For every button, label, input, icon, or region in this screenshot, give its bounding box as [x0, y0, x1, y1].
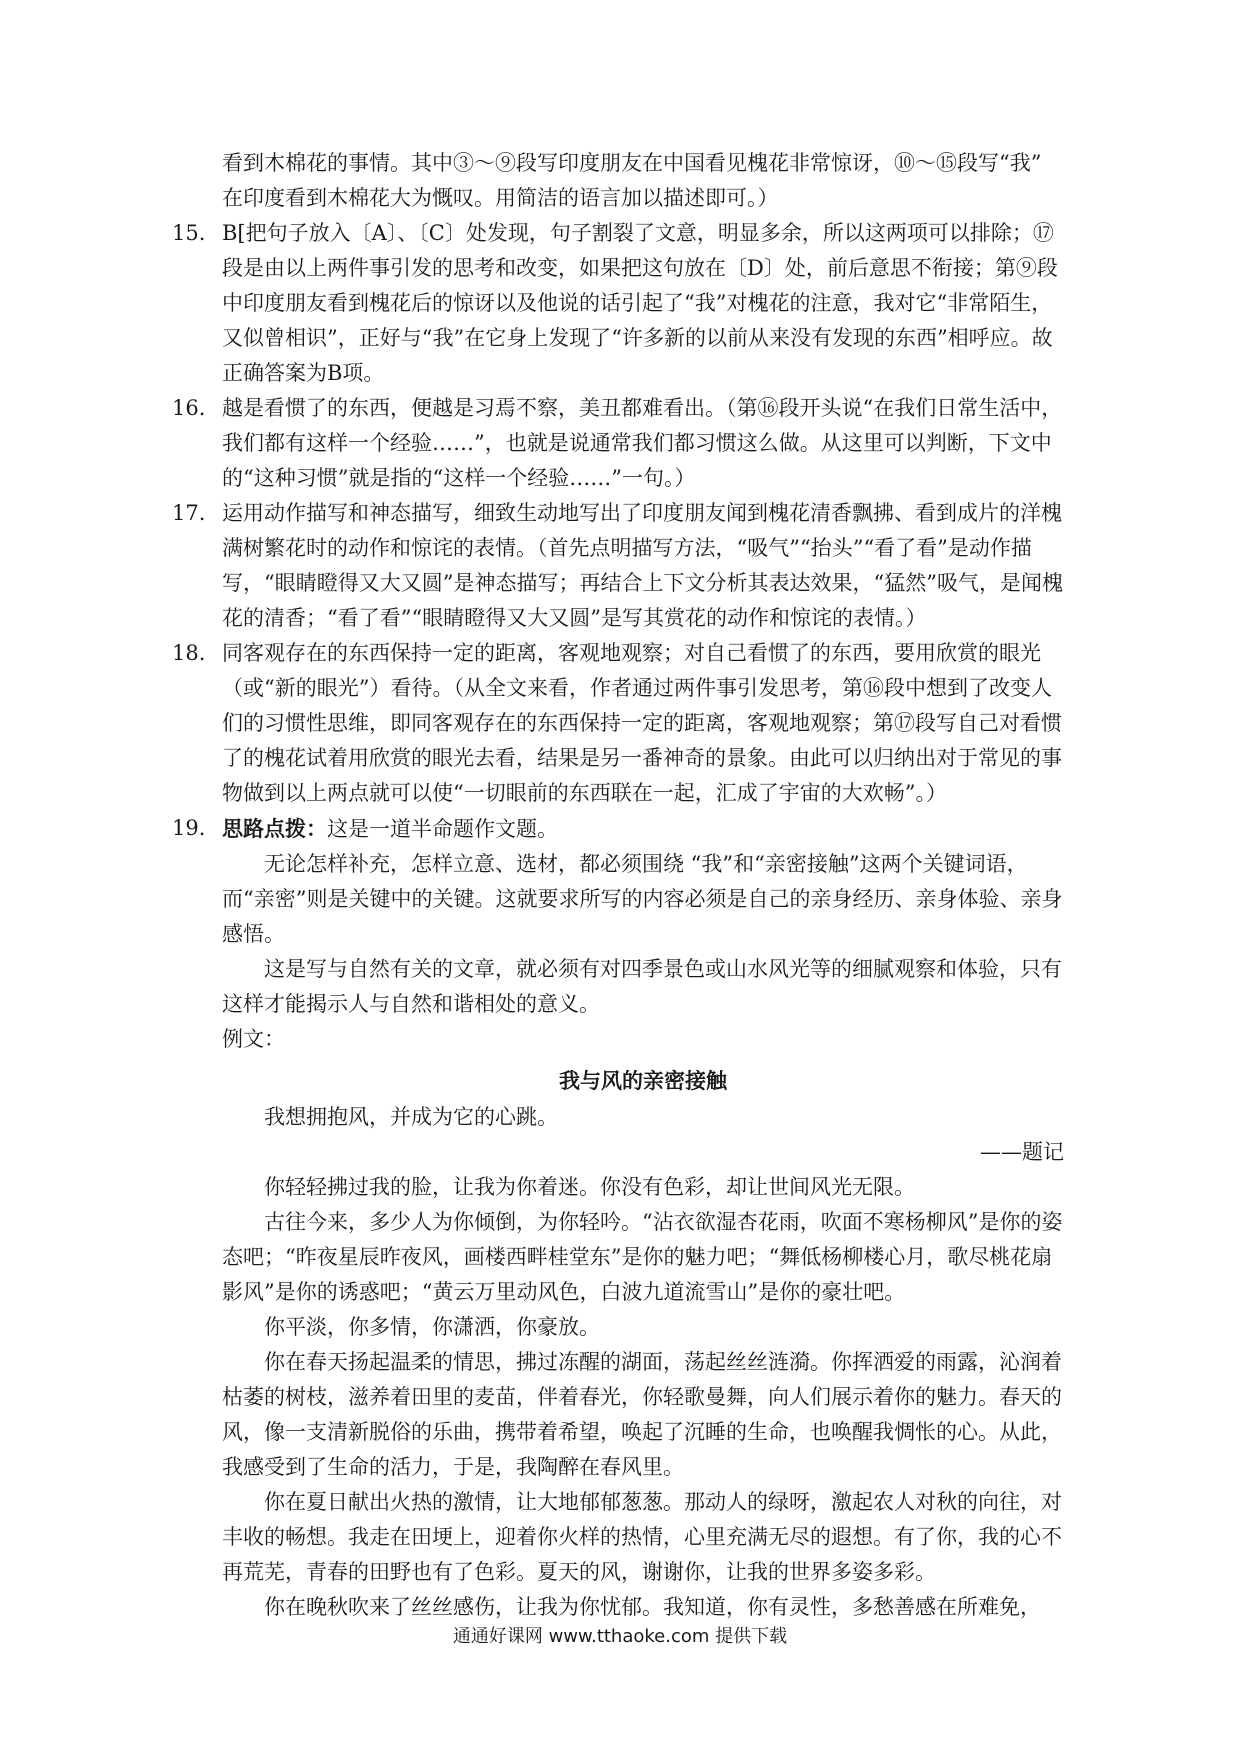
answer-number: 17. — [172, 501, 206, 525]
page-footer: 通通好课网 www.tthaoke.com 提供下载 — [452, 1626, 788, 1647]
answer-number: 18. — [172, 641, 206, 665]
answer-number: 19. — [172, 816, 206, 840]
answer-text: 越是看惯了的东西，便越是习焉不察，美丑都难看出。（第⑯段开头说“在我们日常生活中，我们都有这样一个经验……”，也就是说通常我们都习惯这么做。从这里可以判断，下文中的“这种习惯”就是指的“这样一个经验……”一句。） — [222, 396, 1063, 490]
essay-paragraph: 你在春天扬起温柔的情思，拂过冻醒的湖面，荡起丝丝涟漪。你挥洒爱的雨露，沁润着枯萎的树枝，滋养着田里的麦苗，伴着春光，你轻歌曼舞，向人们展示着你的魅力。春天的风，像一支清新脱俗的乐曲，携带着希望，唤起了沉睡的生命，也唤醒我惆怅的心。从此，我感受到了生命的活力，于是，我陶醉在春风里。 — [222, 1350, 1062, 1479]
essay-paragraph: 你平淡，你多情，你潇洒，你豪放。 — [264, 1315, 600, 1339]
answer-text — [222, 811, 1064, 847]
essay-epigraph: 我想拥抱风，并成为它的心跳。 — [264, 1105, 558, 1129]
answer-item-16 — [172, 391, 1064, 496]
hint-paragraph: 无论怎样补充，怎样立意、选材，都必须围绕 “我”和“亲密接触”这两个关键词语，而“亲密”则是关键中的关键。这就要求所写的内容必须是自己的亲身经历、亲身体验、亲身感悟。 — [222, 852, 1063, 946]
hint-label: 思路点拨： — [222, 816, 327, 841]
essay-paragraph: 古往今来，多少人为你倾倒，为你轻吟。“沾衣欲湿杏花雨，吹面不寒杨柳风”是你的姿态吧；“昨夜星辰昨夜风，画楼西畔桂堂东”是你的魅力吧；“舞低杨柳楼心月，歌尽桃花扇影风”是你的诱惑吧；“黄云万里动风色，白波九道流雪山”是你的豪壮吧。 — [222, 1210, 1063, 1304]
essay-paragraph: 你在晚秋吹来了丝丝感伤，让我为你忧郁。我知道，你有灵性，多愁善感在所难免， — [264, 1595, 1041, 1619]
epigraph-signature: ——题记 — [980, 1140, 1064, 1164]
answer-text: 同客观存在的东西保持一定的距离，客观地观察；对自己看惯了的东西，要用欣赏的眼光（或“新的眼光”）看待。（从全文来看，作者通过两件事引发思考，第⑯段中想到了改变人们的习惯性思维，即同客观存在的东西保持一定的距离，客观地观察；第⑰段写自己对看惯了的槐花试着用欣赏的眼光去看，结果是另一番神奇的景象。由此可以归纳出对于常见的事物做到以上两点就可以使“一切眼前的东西联在一起，汇成了宇宙的大欢畅”。） — [222, 641, 1062, 805]
example-label: 例文： — [222, 1027, 285, 1051]
answer-item-17 — [172, 496, 1064, 636]
answer-number: 15. — [172, 221, 206, 245]
answer-item-19 — [172, 811, 1064, 847]
page-content — [172, 146, 1064, 1625]
answer-number: 16. — [172, 396, 206, 420]
intro-line: 看到木棉花的事情。其中③～⑨段写印度朋友在中国看见槐花非常惊讶，⑩～⑮段写“我” — [222, 151, 1042, 175]
essay-paragraph: 你在夏日献出火热的激情，让大地郁郁葱葱。那动人的绿呀，激起农人对秋的向往，对丰收的畅想。我走在田埂上，迎着你火样的热情，心里充满无尽的遐想。有了你，我的心不再荒芜，青春的田野也有了色彩。夏天的风，谢谢你，让我的世界多姿多彩。 — [222, 1490, 1062, 1584]
intro-line: 在印度看到木棉花大为慨叹。用简洁的语言加以描述即可。） — [222, 186, 779, 210]
answer-text: B[把句子放入〔A〕、〔C〕处发现，句子割裂了文意，明显多余，所以这两项可以排除；⑰段是由以上两件事引发的思考和改变，如果把这句放在〔D〕处，前后意思不衔接；第⑨段中印度朋友看到槐花后的惊讶以及他说的话引起了“我”对槐花的注意，我对它“非常陌生，又似曾相识”，正好与“我”在它身上发现了“许多新的以前从来没有发现的东西”相呼应。故正确答案为B项。 — [222, 221, 1058, 385]
hint-paragraph: 这是写与自然有关的文章，就必须有对四季景色或山水风光等的细腻观察和体验，只有这样才能揭示人与自然和谐相处的意义。 — [222, 957, 1062, 1016]
answer-text: 运用动作描写和神态描写，细致生动地写出了印度朋友闻到槐花清香飘拂、看到成片的洋槐满树繁花时的动作和惊诧的表情。（首先点明描写方法，“吸气”“抬头”“看了看”是动作描写，“眼睛瞪得又大又圆”是神态描写；再结合上下文分析其表达效果，“猛然”吸气，是闻槐花的清香；“看了看”“眼睛瞪得又大又圆”是写其赏花的动作和惊诧的表情。） — [222, 501, 1063, 630]
hint-text: 这是一道半命题作文题。 — [327, 817, 558, 841]
essay-title: 我与风的亲密接触 — [559, 1068, 727, 1093]
essay-paragraph: 你轻轻拂过我的脸，让我为你着迷。你没有色彩，却让世间风光无限。 — [264, 1175, 915, 1199]
answer-item-15 — [172, 216, 1064, 391]
answer-item-18 — [172, 636, 1064, 811]
